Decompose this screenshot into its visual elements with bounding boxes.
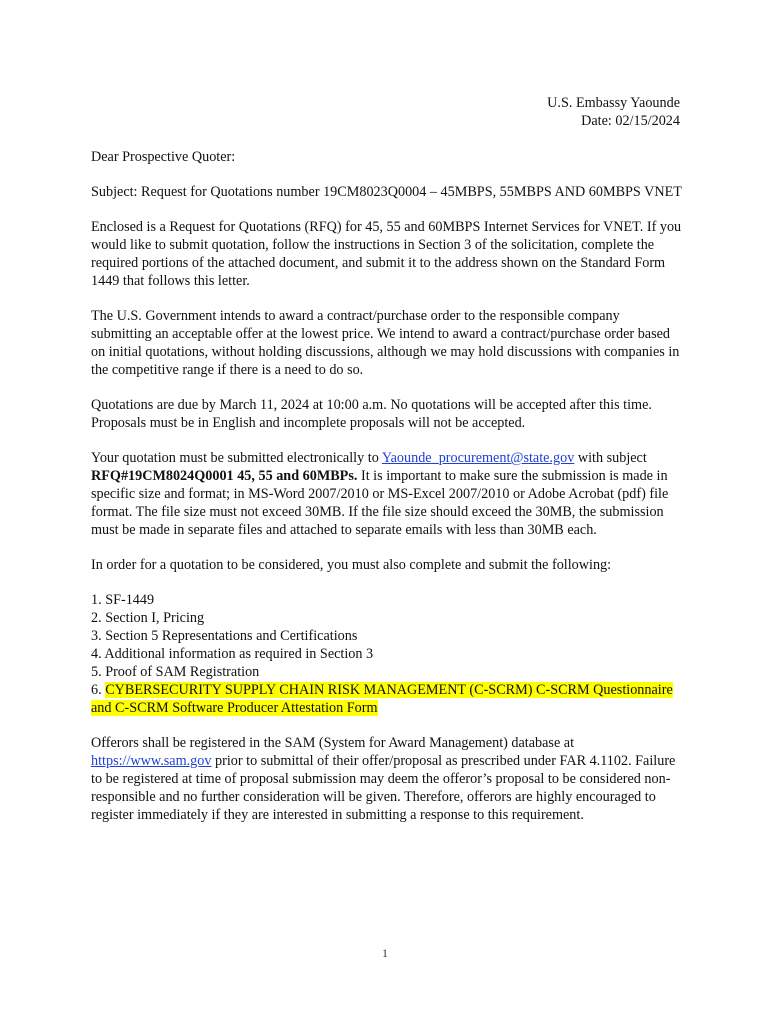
sam-registration-paragraph	[91, 734, 683, 824]
requirements-intro: In order for a quotation to be considered, you must also complete and submit the following:	[91, 557, 612, 573]
letter-header	[547, 94, 680, 130]
list-item-number: 6.	[91, 682, 106, 698]
sam-website-link[interactable]: https://www.sam.gov	[91, 753, 212, 769]
submission-mid-text: with subject	[574, 450, 647, 466]
list-item: 3. Section 5 Representations and Certifications	[91, 628, 358, 644]
list-item: 5. Proof of SAM Registration	[91, 664, 260, 680]
submission-lead-text: Your quotation must be submitted electronically to	[91, 450, 382, 466]
salutation: Dear Prospective Quoter:	[91, 149, 236, 165]
submission-rest-text: It is important to make sure the submission is made in specific size and format; in MS-Word 2007/2010 or MS-Excel 2007/2010 or Adobe Acrobat (pdf) file format. The file size must not exceed 30MB. If the file size should exceed the 30MB, the submission must be made in separate files and attached to separate emails with less than 30MB each.	[91, 468, 669, 538]
letter-date: Date: 02/15/2024	[581, 113, 680, 129]
list-item: 4. Additional information as required in Section 3	[91, 646, 374, 662]
subject-line: Subject: Request for Quotations number 19CM8023Q0004 – 45MBPS, 55MBPS AND 60MBPS VNET	[91, 184, 682, 200]
letter-body	[91, 148, 683, 841]
rfq-subject-bold: RFQ#19CM8024Q0001 45, 55 and 60MBPs.	[91, 468, 358, 484]
procurement-email-link[interactable]: Yaounde_procurement@state.gov	[381, 450, 575, 466]
deadline-paragraph: Quotations are due by March 11, 2024 at 10:00 a.m. No quotations will be accepted after this time. Proposals must be in English and incomplete proposals will not be accepted.	[91, 397, 652, 431]
intro-paragraph: Enclosed is a Request for Quotations (RFQ) for 45, 55 and 60MBPS Internet Services for VNET. If you would like to submit quotation, follow the instructions in Section 3 of the solicitation, complete the required portions of the attached document, and submit it to the address shown on the Standard Form 1449 that follows this letter.	[91, 219, 682, 289]
submission-paragraph	[91, 449, 683, 539]
list-item-highlighted	[91, 681, 683, 717]
sam-lead-text: Offerors shall be registered in the SAM (System for Award Management) database at	[91, 735, 575, 751]
award-paragraph: The U.S. Government intends to award a contract/purchase order to the responsible company submitting an acceptable offer at the lowest price. We intend to award a contract/purchase order based on initial quotations, without holding discussions, although we may hold discussions with companies in the competitive range if there is a need to do so.	[91, 308, 680, 378]
highlighted-text: CYBERSECURITY SUPPLY CHAIN RISK MANAGEMENT (C-SCRM) C-SCRM Questionnaire and C-SCRM Software Producer Attestation Form	[91, 682, 673, 716]
list-item: 2. Section I, Pricing	[91, 610, 205, 626]
sam-rest-text: prior to submittal of their offer/proposal as prescribed under FAR 4.1102. Failure to be registered at time of proposal submission may deem the offeror’s proposal to be considered non-responsible and no further consideration will be given. Therefore, offerors are highly encouraged to register immediately if they are interested in submitting a response to this requirement.	[91, 753, 676, 823]
requirements-list	[91, 591, 683, 717]
list-item: 1. SF-1449	[91, 592, 155, 608]
page-number: 1	[382, 946, 388, 960]
embassy-name: U.S. Embassy Yaounde	[547, 95, 680, 111]
